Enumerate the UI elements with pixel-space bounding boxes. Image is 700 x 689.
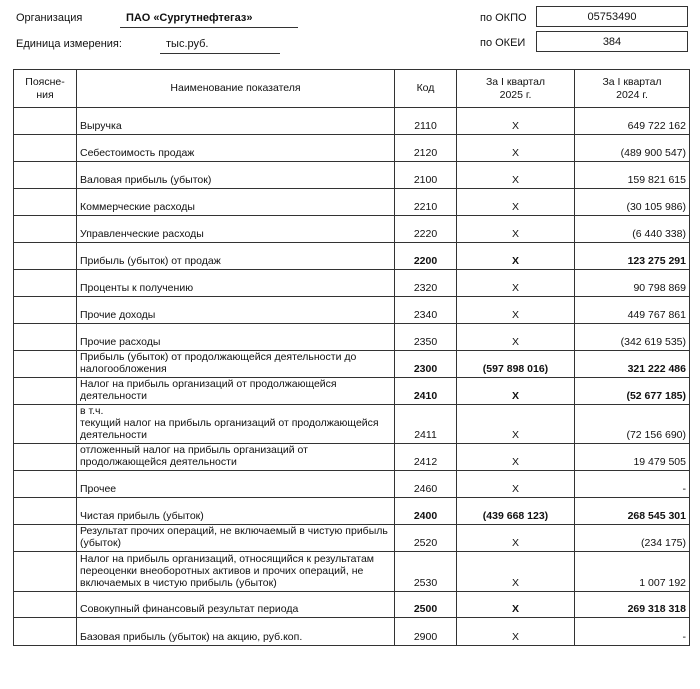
row-code-cell: 2500: [395, 592, 457, 618]
table-row: [14, 378, 690, 405]
column-header-name: Наименование показателя: [77, 70, 395, 108]
row-note-cell: [14, 297, 77, 324]
row-q1-2025-cell: X: [457, 592, 575, 618]
row-q1-2025-cell: X: [457, 108, 575, 135]
table-row: [14, 525, 690, 552]
row-q1-2025-cell: X: [457, 618, 575, 646]
table-row: [14, 471, 690, 498]
row-name-cell: Результат прочих операций, не включаемый в чистую прибыль (убыток): [77, 525, 395, 552]
row-q1-2025-cell: (439 668 123): [457, 498, 575, 525]
row-code-cell: 2340: [395, 297, 457, 324]
row-code-cell: 2220: [395, 216, 457, 243]
row-note-cell: [14, 592, 77, 618]
row-q1-2024-cell: (234 175): [575, 525, 690, 552]
row-q1-2024-cell: 268 545 301: [575, 498, 690, 525]
row-code-cell: 2400: [395, 498, 457, 525]
row-q1-2024-cell: 19 479 505: [575, 444, 690, 471]
row-code-cell: 2530: [395, 552, 457, 592]
column-header-note: Поясне- ния: [14, 70, 77, 108]
row-code-cell: 2200: [395, 243, 457, 270]
table-row: [14, 351, 690, 378]
row-note-cell: [14, 270, 77, 297]
row-q1-2024-cell: 449 767 861: [575, 297, 690, 324]
row-note-cell: [14, 162, 77, 189]
row-code-cell: 2412: [395, 444, 457, 471]
row-code-cell: 2110: [395, 108, 457, 135]
unit-underline: [160, 53, 280, 54]
row-q1-2024-cell: 123 275 291: [575, 243, 690, 270]
okei-label: по ОКЕИ: [480, 37, 526, 49]
row-q1-2024-cell: 90 798 869: [575, 270, 690, 297]
row-q1-2024-cell: 649 722 162: [575, 108, 690, 135]
row-note-cell: [14, 189, 77, 216]
row-name-cell: Чистая прибыль (убыток): [77, 498, 395, 525]
row-code-cell: 2411: [395, 405, 457, 444]
table-row: [14, 498, 690, 525]
row-q1-2025-cell: X: [457, 270, 575, 297]
row-q1-2024-cell: -: [575, 618, 690, 646]
row-q1-2025-cell: X: [457, 216, 575, 243]
table-row: [14, 324, 690, 351]
row-q1-2025-cell: X: [457, 162, 575, 189]
row-name-cell: отложенный налог на прибыль организаций от продолжающейся деятельности: [77, 444, 395, 471]
row-name-cell: Совокупный финансовый результат периода: [77, 592, 395, 618]
row-q1-2024-cell: (52 677 185): [575, 378, 690, 405]
row-code-cell: 2410: [395, 378, 457, 405]
row-note-cell: [14, 243, 77, 270]
row-q1-2025-cell: X: [457, 525, 575, 552]
table-header-row: [14, 70, 690, 108]
row-q1-2025-cell: (597 898 016): [457, 351, 575, 378]
row-code-cell: 2350: [395, 324, 457, 351]
row-code-cell: 2900: [395, 618, 457, 646]
column-header-code: Код: [395, 70, 457, 108]
financial-results-table: [13, 69, 690, 646]
row-code-cell: 2460: [395, 471, 457, 498]
column-header-q1-2025: За I квартал 2025 г.: [457, 70, 575, 108]
table-row: [14, 270, 690, 297]
row-note-cell: [14, 552, 77, 592]
row-note-cell: [14, 444, 77, 471]
row-name-cell: Коммерческие расходы: [77, 189, 395, 216]
row-q1-2025-cell: X: [457, 552, 575, 592]
row-q1-2025-cell: X: [457, 444, 575, 471]
row-q1-2025-cell: X: [457, 405, 575, 444]
row-name-cell: Проценты к получению: [77, 270, 395, 297]
row-name-cell: Базовая прибыль (убыток) на акцию, руб.коп.: [77, 618, 395, 646]
row-q1-2024-cell: (489 900 547): [575, 135, 690, 162]
row-q1-2025-cell: X: [457, 324, 575, 351]
row-q1-2025-cell: X: [457, 378, 575, 405]
table-row: [14, 618, 690, 646]
row-q1-2024-cell: -: [575, 471, 690, 498]
okei-code-box: 384: [536, 31, 688, 52]
row-q1-2025-cell: X: [457, 135, 575, 162]
column-header-q1-2024: За I квартал 2024 г.: [575, 70, 690, 108]
row-q1-2024-cell: 1 007 192: [575, 552, 690, 592]
row-q1-2024-cell: (6 440 338): [575, 216, 690, 243]
row-code-cell: 2210: [395, 189, 457, 216]
row-note-cell: [14, 471, 77, 498]
unit-value: тыс.руб.: [166, 38, 209, 50]
row-code-cell: 2120: [395, 135, 457, 162]
row-q1-2025-cell: X: [457, 471, 575, 498]
row-name-cell: Прочие доходы: [77, 297, 395, 324]
okpo-code-box: 05753490: [536, 6, 688, 27]
table-row: [14, 297, 690, 324]
row-name-cell: Прибыль (убыток) от продаж: [77, 243, 395, 270]
row-note-cell: [14, 351, 77, 378]
row-code-cell: 2320: [395, 270, 457, 297]
row-name-cell: Валовая прибыль (убыток): [77, 162, 395, 189]
row-name-cell: Налог на прибыль организаций от продолжающейся деятельности: [77, 378, 395, 405]
row-q1-2024-cell: 159 821 615: [575, 162, 690, 189]
table-row: [14, 444, 690, 471]
row-name-cell: Прибыль (убыток) от продолжающейся деятельности до налогообложения: [77, 351, 395, 378]
organization-label: Организация: [16, 12, 83, 24]
row-note-cell: [14, 378, 77, 405]
organization-value: ПАО «Сургутнефтегаз»: [126, 12, 253, 24]
table-row: [14, 592, 690, 618]
table-row: [14, 552, 690, 592]
table-row: [14, 162, 690, 189]
table-row: [14, 216, 690, 243]
row-q1-2024-cell: (342 619 535): [575, 324, 690, 351]
row-name-cell: Выручка: [77, 108, 395, 135]
unit-label: Единица измерения:: [16, 38, 122, 50]
row-code-cell: 2300: [395, 351, 457, 378]
row-name-cell: Прочее: [77, 471, 395, 498]
row-code-cell: 2520: [395, 525, 457, 552]
row-q1-2024-cell: 321 222 486: [575, 351, 690, 378]
row-name-cell: Налог на прибыль организаций, относящийся к результатам переоценки внеоборотных активов и прочих операций, не включаемых в чистую прибыль (убыток): [77, 552, 395, 592]
row-note-cell: [14, 618, 77, 646]
row-note-cell: [14, 525, 77, 552]
row-note-cell: [14, 108, 77, 135]
row-note-cell: [14, 498, 77, 525]
table-row: [14, 405, 690, 444]
row-q1-2025-cell: X: [457, 297, 575, 324]
table-row: [14, 108, 690, 135]
row-note-cell: [14, 216, 77, 243]
row-name-cell: Прочие расходы: [77, 324, 395, 351]
row-q1-2025-cell: X: [457, 243, 575, 270]
row-name-cell: Управленческие расходы: [77, 216, 395, 243]
organization-underline: [120, 27, 298, 28]
table-row: [14, 135, 690, 162]
okpo-label: по ОКПО: [480, 12, 527, 24]
row-note-cell: [14, 405, 77, 444]
row-note-cell: [14, 135, 77, 162]
row-q1-2024-cell: (72 156 690): [575, 405, 690, 444]
row-q1-2024-cell: 269 318 318: [575, 592, 690, 618]
table-row: [14, 189, 690, 216]
row-note-cell: [14, 324, 77, 351]
row-q1-2024-cell: (30 105 986): [575, 189, 690, 216]
row-name-cell: в т.ч. текущий налог на прибыль организаций от продолжающейся деятельности: [77, 405, 395, 444]
row-q1-2025-cell: X: [457, 189, 575, 216]
row-name-cell: Себестоимость продаж: [77, 135, 395, 162]
table-row: [14, 243, 690, 270]
row-code-cell: 2100: [395, 162, 457, 189]
